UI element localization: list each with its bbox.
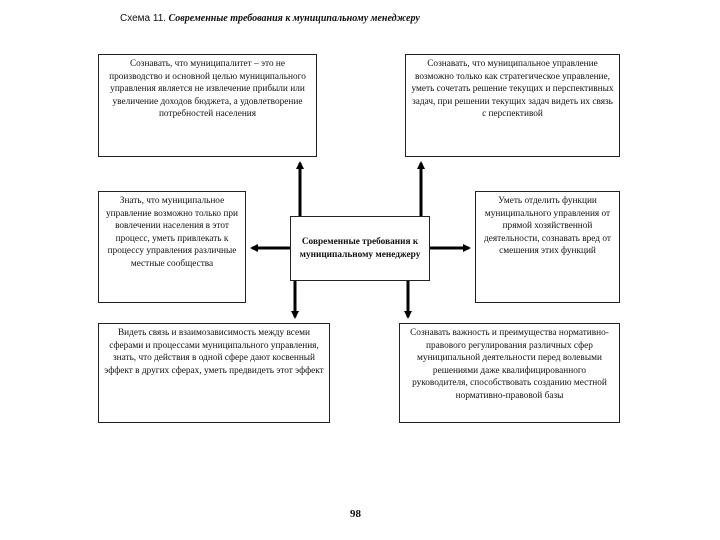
scheme-number: Схема 11. — [120, 13, 167, 24]
requirement-text: Видеть связь и взаимозависимость между всеми сферами и процессами муниципального управления, знать, что действия в одной сфере дают косвенный эффект в других сферах, уметь предвидеть этот эффект — [104, 328, 324, 376]
requirement-box-mid-right — [475, 191, 620, 303]
scheme-title: Современные требования к муниципальному менеджеру — [168, 13, 420, 24]
requirement-text: Сознавать, что муниципалитет – это не производство и основной целью муниципального управления является не извлечение прибыли или увеличение доходов бюджета, а удовлетворение потребностей населения — [109, 59, 306, 120]
requirement-text: Знать, что муниципальное управление возможно только при вовлечении населения в этот процесс, уметь привлекать к процессу управления различные местные сообщества — [106, 196, 238, 269]
requirement-text: Уметь отделить функции муниципального управления от прямой хозяйственной деятельности, сознавать вред от смешения этих функций — [484, 196, 611, 257]
requirement-box-mid-left — [98, 191, 246, 303]
requirement-text: Сознавать важность и преимущества нормативно-правового регулирования различных сфер муниципальной деятельности перед волевыми решениями даже квалифицированного руководителя, способствовать созданию местной нормативно-правовой базы — [410, 328, 609, 401]
central-concept-box — [290, 216, 430, 281]
page-number: 98 — [350, 508, 361, 520]
requirement-box-top-left — [98, 54, 317, 157]
requirement-box-top-right — [405, 54, 620, 157]
requirement-box-bottom-left — [98, 323, 330, 423]
requirement-box-bottom-right — [399, 323, 620, 423]
central-concept-text: Современные требования к муниципальному менеджеру — [299, 236, 421, 260]
requirement-text: Сознавать, что муниципальное управление возможно только как стратегическое управление, уметь сочетать решение текущих и перспективных задач, при решении текущих задач видеть их связь с перспективой — [411, 59, 614, 120]
